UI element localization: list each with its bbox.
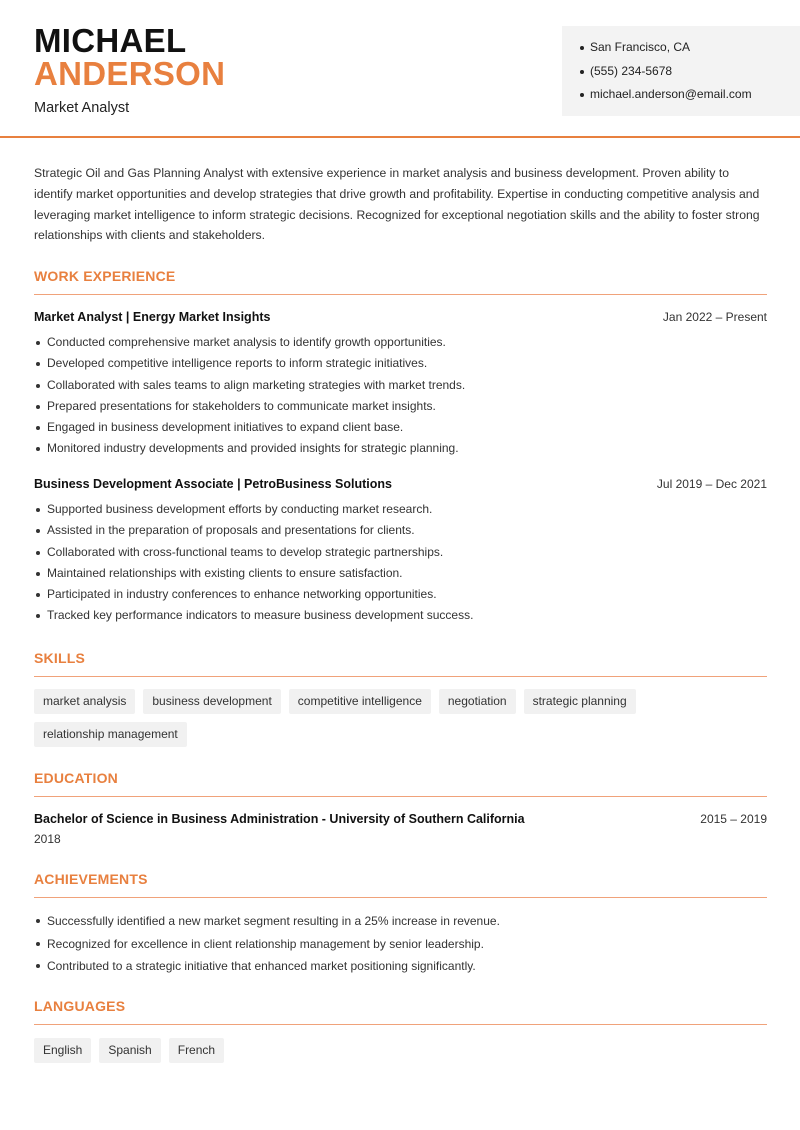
list-item: Participated in industry conferences to enhance networking opportunities.: [34, 584, 767, 605]
list-item: Prepared presentations for stakeholders to communicate market insights.: [34, 396, 767, 417]
section-title-achievements: ACHIEVEMENTS: [34, 871, 767, 898]
job-bullets: [34, 499, 767, 627]
list-item: Conducted comprehensive market analysis to identify growth opportunities.: [34, 332, 767, 353]
list-item: Contributed to a strategic initiative that enhanced market positioning significantly.: [34, 955, 767, 978]
section-title-languages: LANGUAGES: [34, 998, 767, 1025]
skill-chip: business development: [143, 689, 280, 714]
job-bullets: [34, 332, 767, 460]
list-item: Successfully identified a new market segment resulting in a 25% increase in revenue.: [34, 910, 767, 933]
education-year: 2018: [34, 832, 61, 846]
contact-phone: (555) 234-5678: [580, 60, 800, 84]
job-title: Market Analyst: [34, 100, 130, 116]
job-dates: Jan 2022 – Present: [662, 310, 767, 324]
job-header: [34, 310, 767, 324]
skill-chip: market analysis: [34, 689, 135, 714]
job-role: Market Analyst | Energy Market Insights: [34, 310, 271, 324]
summary: Strategic Oil and Gas Planning Analyst with extensive experience in market analysis and business development. Proven ability to identify market opportunities and develop strategies that drive growth and profitability. Expertise in conducting competitive analysis and leveraging market intelligence to inform strategic decisions. Recognized for exceptional negotiation skills and the ability to foster strong relationships with clients and stakeholders.: [34, 166, 760, 243]
education-header: [34, 812, 767, 826]
resume-header: [0, 0, 800, 138]
list-item: Supported business development efforts by conducting market research.: [34, 499, 767, 520]
skill-chip: relationship management: [34, 722, 187, 747]
skill-chip: strategic planning: [524, 689, 636, 714]
skills-list: [34, 689, 767, 747]
language-chip: English: [34, 1038, 91, 1063]
section-title-skills: SKILLS: [34, 650, 767, 677]
job-dates: Jul 2019 – Dec 2021: [656, 477, 767, 491]
contact-box: [562, 26, 800, 116]
skill-chip: negotiation: [439, 689, 516, 714]
list-item: Collaborated with cross-functional teams to develop strategic partnerships.: [34, 542, 767, 563]
section-title-education: EDUCATION: [34, 770, 767, 797]
achievement-bullets: [34, 910, 767, 978]
language-chip: Spanish: [99, 1038, 160, 1063]
language-chip: French: [169, 1038, 224, 1063]
contact-email: michael.anderson@email.com: [580, 83, 800, 107]
skill-chip: competitive intelligence: [289, 689, 431, 714]
list-item: Tracked key performance indicators to measure business development success.: [34, 605, 767, 626]
first-name: MICHAEL: [34, 22, 187, 59]
education-degree: Bachelor of Science in Business Administration - University of Southern California: [34, 812, 525, 826]
last-name: ANDERSON: [34, 55, 226, 92]
list-item: Maintained relationships with existing clients to ensure satisfaction.: [34, 563, 767, 584]
job-header: [34, 477, 767, 491]
list-item: Recognized for excellence in client relationship management by senior leadership.: [34, 933, 767, 956]
list-item: Engaged in business development initiatives to expand client base.: [34, 417, 767, 438]
list-item: Collaborated with sales teams to align marketing strategies with market trends.: [34, 375, 767, 396]
job-role: Business Development Associate | PetroBusiness Solutions: [34, 477, 392, 491]
list-item: Assisted in the preparation of proposals and presentations for clients.: [34, 520, 767, 541]
list-item: Monitored industry developments and provided insights for strategic planning.: [34, 438, 767, 459]
section-title-work: WORK EXPERIENCE: [34, 268, 767, 295]
languages-list: [34, 1038, 767, 1063]
list-item: Developed competitive intelligence reports to inform strategic initiatives.: [34, 353, 767, 374]
education-dates: 2015 – 2019: [700, 812, 767, 826]
contact-location: San Francisco, CA: [580, 36, 800, 60]
